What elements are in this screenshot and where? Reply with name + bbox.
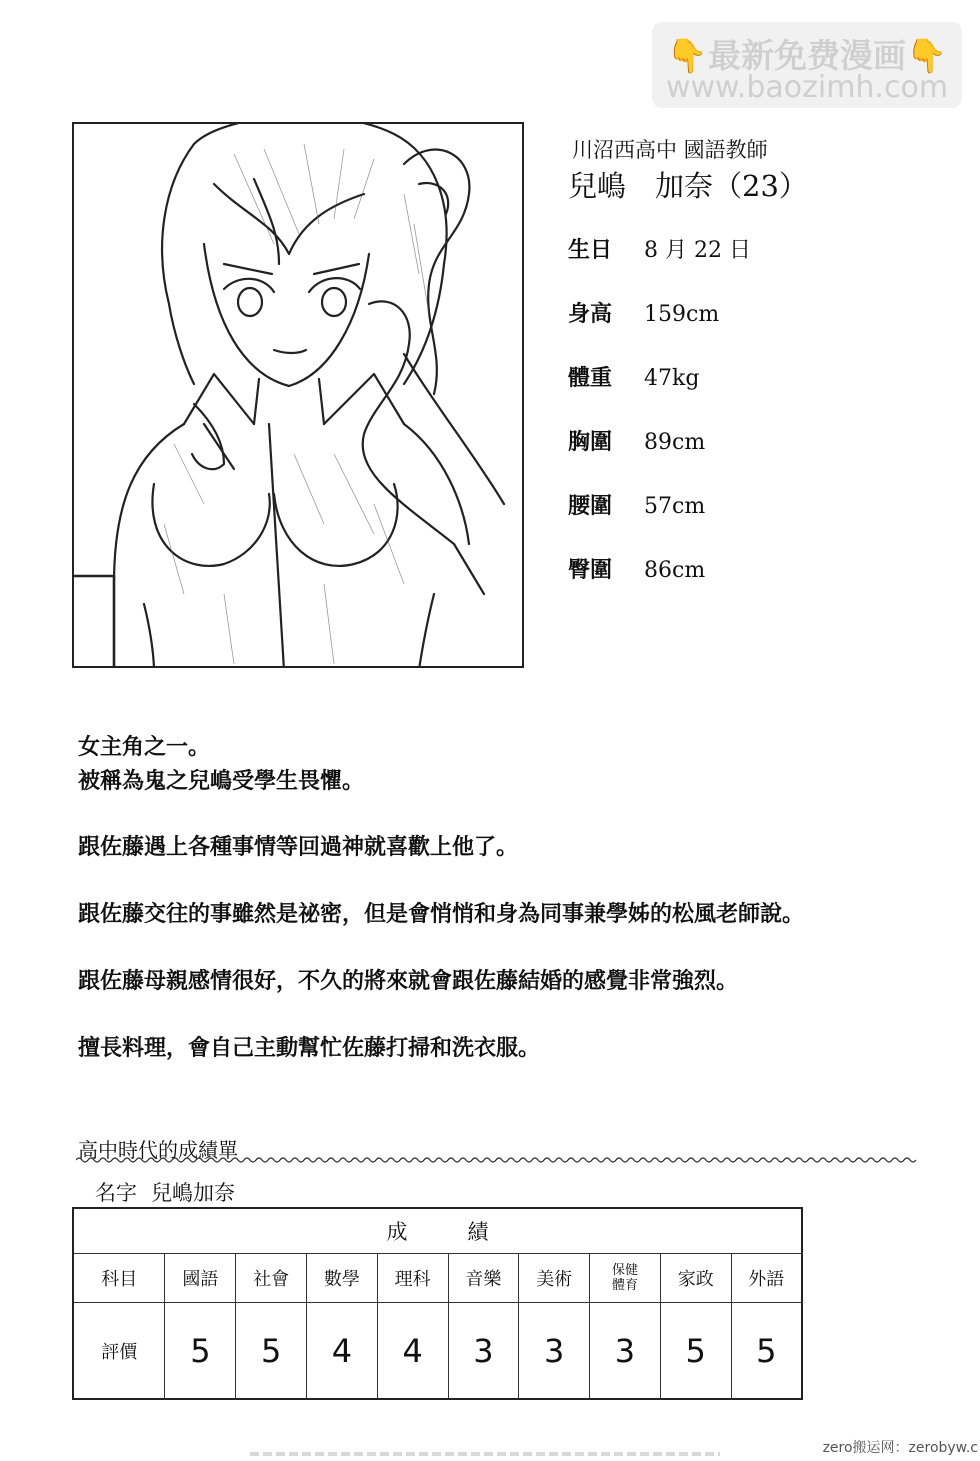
stat-value: 159cm bbox=[644, 302, 720, 327]
subject-cell: 保健 體育 bbox=[590, 1254, 661, 1303]
grade-cell: 3 bbox=[519, 1303, 590, 1400]
pointing-down-icon: 👇 bbox=[666, 36, 708, 75]
grade-cell: 4 bbox=[377, 1303, 448, 1400]
report-card-title: 高中時代的成績單 bbox=[78, 1138, 238, 1162]
grade-row-label: 評價 bbox=[73, 1303, 165, 1400]
grade-cell: 3 bbox=[590, 1303, 661, 1400]
subject-cell: 家政 bbox=[660, 1254, 731, 1303]
watermark-title: 👇最新免费漫画👇 bbox=[666, 36, 948, 75]
stat-height bbox=[568, 297, 719, 328]
stat-value: 57cm bbox=[644, 494, 706, 519]
character-portrait bbox=[72, 122, 524, 668]
character-illustration bbox=[74, 124, 524, 668]
report-card-name bbox=[95, 1177, 235, 1207]
decorative-dashes bbox=[250, 1452, 720, 1456]
character-school-role: 川沼西高中 國語教師 bbox=[572, 138, 768, 162]
subject-cell: 數學 bbox=[307, 1254, 378, 1303]
subject-cell: 音樂 bbox=[448, 1254, 519, 1303]
name-label: 名字 bbox=[95, 1181, 137, 1205]
description-line: 跟佐藤母親感情很好，不久的將來就會跟佐藤結婚的感覺非常強烈。 bbox=[78, 968, 739, 994]
grade-cell: 4 bbox=[307, 1303, 378, 1400]
watermark-badge bbox=[652, 22, 962, 108]
subject-cell: 社會 bbox=[236, 1254, 307, 1303]
subject-cell: 國語 bbox=[165, 1254, 236, 1303]
watermark-url: www.baozimh.com bbox=[665, 70, 949, 105]
stat-value: 86cm bbox=[644, 558, 706, 583]
stat-label: 體重 bbox=[568, 365, 613, 391]
grades-header: 成績 bbox=[73, 1208, 802, 1254]
name-value: 兒嶋加奈 bbox=[151, 1181, 235, 1205]
grade-cell: 5 bbox=[236, 1303, 307, 1400]
stat-weight bbox=[568, 361, 699, 392]
description-line: 擅長料理，會自己主動幫忙佐藤打掃和洗衣服。 bbox=[78, 1035, 541, 1061]
grade-cell: 5 bbox=[731, 1303, 802, 1400]
stat-hip bbox=[568, 553, 705, 584]
pointing-down-icon: 👇 bbox=[906, 36, 948, 75]
description-line: 跟佐藤遇上各種事情等回過神就喜歡上他了。 bbox=[78, 834, 519, 860]
stat-label: 胸圍 bbox=[568, 429, 613, 455]
grades-table bbox=[72, 1207, 803, 1400]
subject-cell: 外語 bbox=[731, 1254, 802, 1303]
character-name-age: 兒嶋 加奈（23） bbox=[568, 169, 808, 203]
stat-value: 47kg bbox=[644, 366, 700, 391]
wavy-underline bbox=[76, 1156, 922, 1164]
stat-label: 腰圍 bbox=[568, 493, 613, 519]
stat-label: 生日 bbox=[568, 237, 613, 263]
grade-cell: 3 bbox=[448, 1303, 519, 1400]
stat-label: 臀圍 bbox=[568, 557, 613, 583]
subject-row-label: 科目 bbox=[73, 1254, 165, 1303]
grade-cell: 5 bbox=[660, 1303, 731, 1400]
subject-cell: 理科 bbox=[377, 1254, 448, 1303]
subject-cell: 美術 bbox=[519, 1254, 590, 1303]
footer-watermark: zero搬运网：zerobyw.c bbox=[822, 1440, 978, 1456]
stat-label: 身高 bbox=[568, 301, 613, 327]
description-line: 被稱為鬼之兒嶋受學生畏懼。 bbox=[78, 768, 365, 794]
stat-birthday bbox=[568, 233, 751, 264]
stat-value: 89cm bbox=[644, 430, 706, 455]
stat-bust bbox=[568, 425, 705, 456]
description-line: 跟佐藤交往的事雖然是祕密，但是會悄悄和身為同事兼學姊的松風老師說。 bbox=[78, 901, 805, 927]
stat-value: 8 月 22 日 bbox=[644, 238, 751, 263]
description-line: 女主角之一。 bbox=[78, 734, 211, 760]
grade-cell: 5 bbox=[165, 1303, 236, 1400]
stat-waist bbox=[568, 489, 705, 520]
